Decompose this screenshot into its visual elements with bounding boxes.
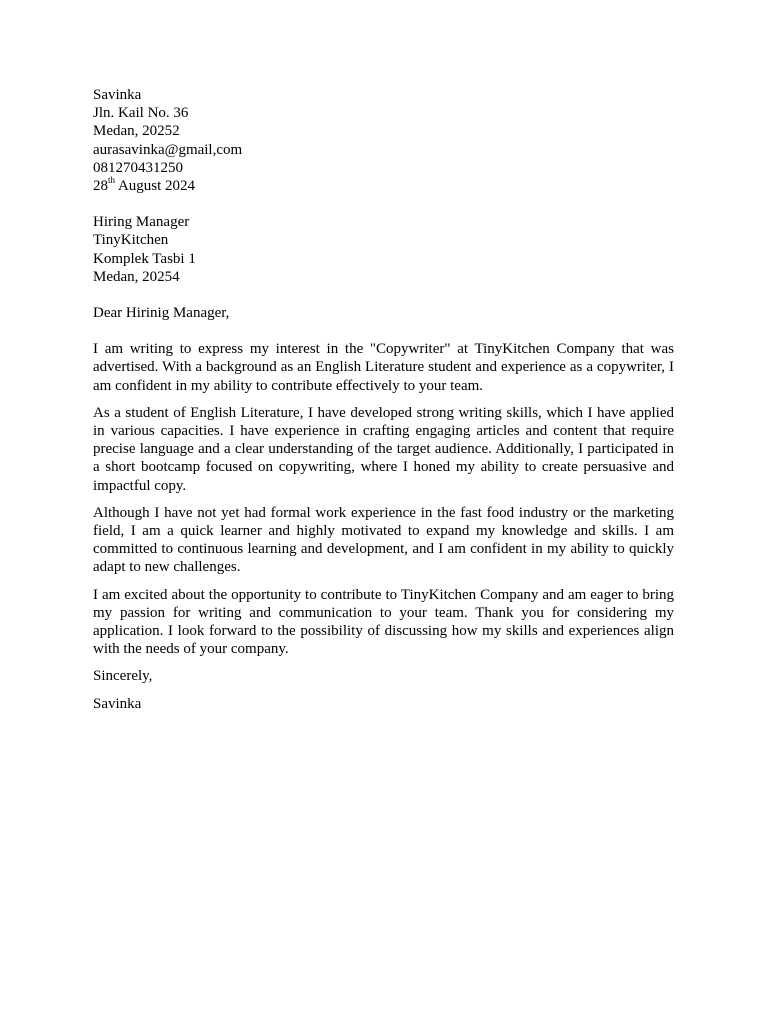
signature: Savinka: [93, 695, 142, 712]
sender-city: Medan, 20252: [93, 123, 180, 140]
date-day: 28: [93, 178, 108, 195]
date-month-year: August 2024: [115, 178, 196, 195]
recipient-company: TinyKitchen: [93, 232, 169, 249]
recipient-block: [93, 213, 674, 286]
body-paragraph-intro: I am writing to express my interest in the "Copywriter" at TinyKitchen Company that was advertised. With a background as an English Literature student and experience as a copywriter, I am confident in my ability to contribute effectively to your team.: [93, 341, 674, 394]
date-suffix: th: [108, 175, 116, 186]
body-paragraph-experience: Although I have not yet had formal work experience in the fast food industry or the marketing field, I am a quick learner and highly motivated to expand my knowledge and skills. I am committed to continuous learning and development, and I am confident in my ability to quickly adapt to new challenges.: [93, 504, 674, 576]
letter-page: [93, 86, 674, 713]
letter-date: [93, 177, 674, 195]
recipient-address: Komplek Tasbi 1: [93, 250, 196, 267]
sender-phone: 081270431250: [93, 159, 183, 176]
sender-name: Savinka: [93, 87, 142, 103]
body-paragraph-closing: I am excited about the opportunity to contribute to TinyKitchen Company and am eager to bring my passion for writing and communication to your team. Thank you for considering my application. I look forward to the possibility of discussing how my skills and experiences align with the needs of your company.: [93, 586, 674, 658]
closing: Sincerely,: [93, 668, 153, 685]
recipient-city: Medan, 20254: [93, 268, 180, 285]
sender-address: Jln. Kail No. 36: [93, 105, 189, 122]
body-paragraph-skills: As a student of English Literature, I have developed strong writing skills, which I have applied in various capacities. I have experience in crafting engaging articles and content that require precise language and a clear understanding of the target audience. Additionally, I participated in a short bootcamp focused on copywriting, where I honed my ability to create persuasive and impactful copy.: [93, 404, 674, 494]
sender-block: [93, 86, 674, 195]
sender-email: aurasavinka@gmail,com: [93, 141, 243, 158]
salutation: Dear Hirinig Manager,: [93, 305, 230, 322]
recipient-title: Hiring Manager: [93, 214, 190, 231]
